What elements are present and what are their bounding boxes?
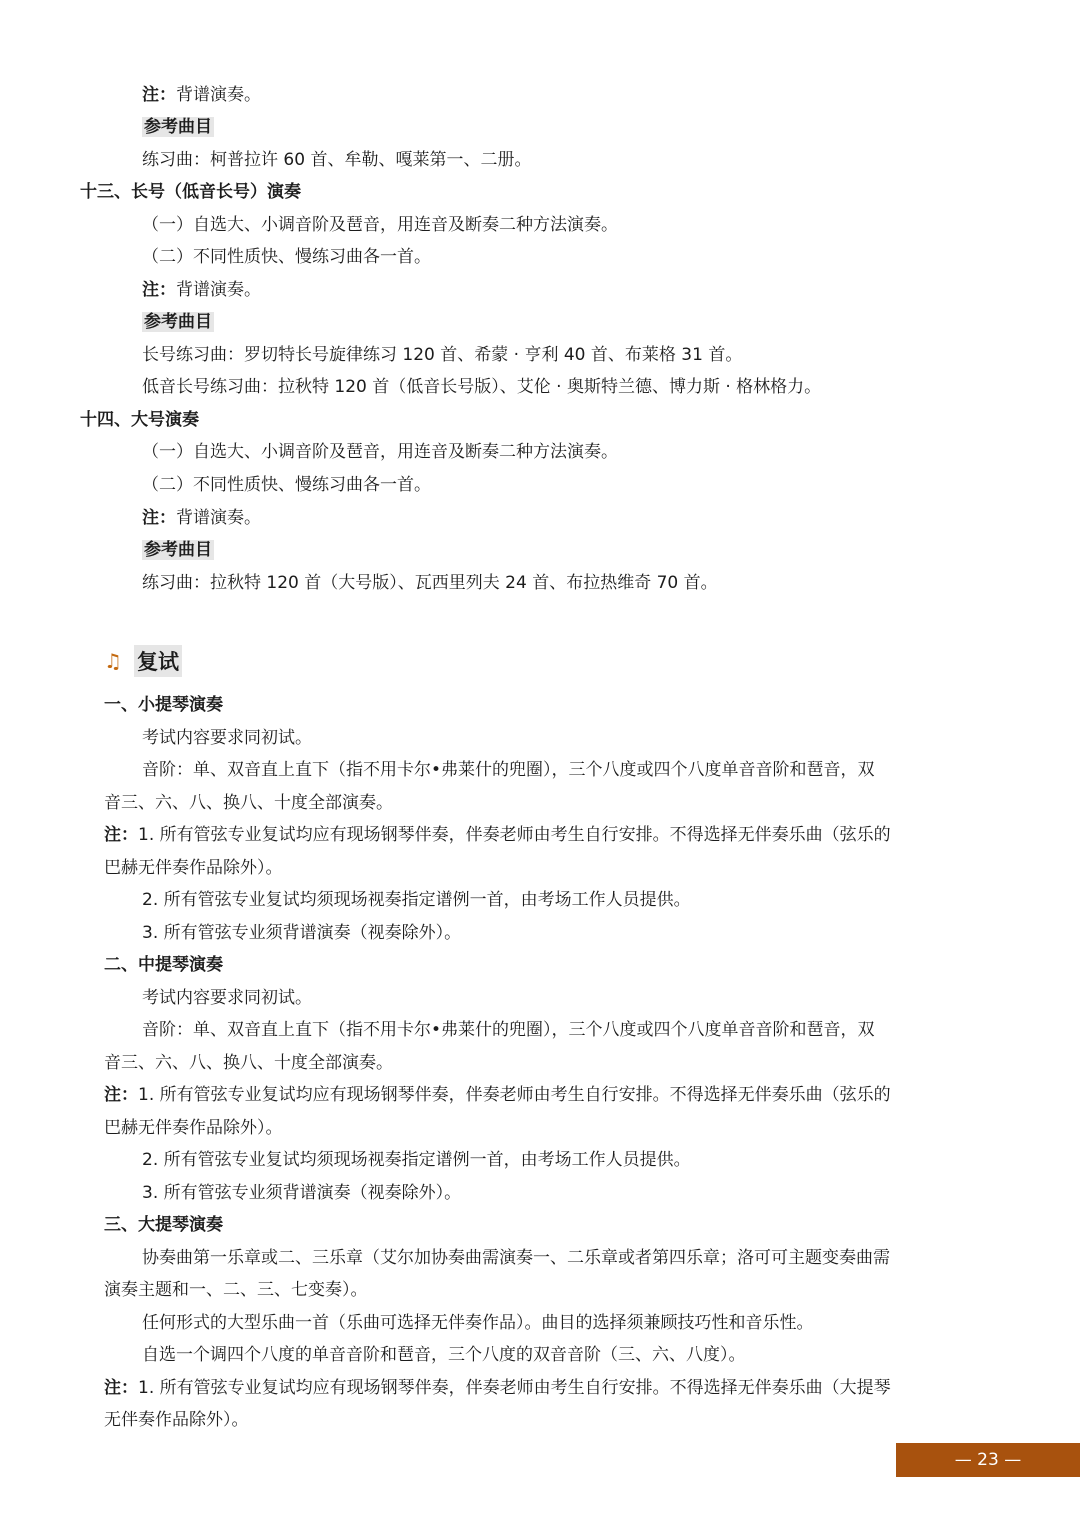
text-line: 无伴奏作品除外）。 [104, 1410, 249, 1430]
reference-label: 参考曲目 [144, 117, 212, 137]
section-title: 复试 [134, 645, 182, 677]
text-line: 巴赫无伴奏作品除外）。 [104, 858, 283, 878]
text-line: （二）不同性质快、慢练习曲各一首。 [142, 475, 431, 495]
text-line: 考试内容要求同初试。 [142, 728, 312, 748]
text-line: 练习曲：柯普拉许 60 首、牟勒、嘎莱第一、二册。 [142, 150, 532, 170]
text-line: （一）自选大、小调音阶及琶音，用连音及断奏二种方法演奏。 [142, 215, 618, 235]
text-line: 协奏曲第一乐章或二、三乐章（艾尔加协奏曲需演奏一、二乐章或者第四乐章；洛可可主题变奏曲需 [142, 1248, 890, 1268]
text-line: 演奏主题和一、二、三、七变奏）。 [104, 1280, 368, 1300]
text-line: 3. 所有管弦专业须背谱演奏（视奏除外）。 [142, 923, 462, 943]
section-heading: 二、中提琴演奏 [104, 955, 223, 975]
text-line: 音三、六、八、换八、十度全部演奏。 [104, 793, 393, 813]
text-line: 任何形式的大型乐曲一首（乐曲可选择无伴奏作品）。曲目的选择须兼顾技巧性和音乐性。 [142, 1313, 814, 1333]
text-line: 考试内容要求同初试。 [142, 988, 312, 1008]
text-line: 2. 所有管弦专业复试均须现场视奏指定谱例一首，由考场工作人员提供。 [142, 890, 691, 910]
music-note-icon: ♫ [104, 649, 122, 673]
note-line: 注：1. 所有管弦专业复试均应有现场钢琴伴奏，伴奏老师由考生自行安排。不得选择无伴奏乐曲（弦乐的 [104, 1085, 891, 1105]
text-line: 长号练习曲：罗切特长号旋律练习 120 首、希蒙 · 亨利 40 首、布莱格 31 首。 [142, 345, 743, 365]
section-heading: 三、大提琴演奏 [104, 1215, 223, 1235]
note-line: 注：背谱演奏。 [142, 85, 261, 105]
text-line: 自选一个调四个八度的单音音阶和琶音，三个八度的双音音阶（三、六、八度）。 [142, 1345, 746, 1365]
text-line: 低音长号练习曲：拉秋特 120 首（低音长号版）、艾伦 · 奥斯特兰德、博力斯 · 格林格力。 [142, 377, 822, 397]
text-line: 音阶：单、双音直上直下（指不用卡尔•弗莱什的兜圈），三个八度或四个八度单音音阶和琶音，双 [142, 760, 875, 780]
reference-label: 参考曲目 [144, 312, 212, 332]
text-line: 3. 所有管弦专业须背谱演奏（视奏除外）。 [142, 1183, 462, 1203]
note-line: 注：1. 所有管弦专业复试均应有现场钢琴伴奏，伴奏老师由考生自行安排。不得选择无伴奏乐曲（大提琴 [104, 1378, 891, 1398]
reference-label: 参考曲目 [144, 540, 212, 560]
text-line: （一）自选大、小调音阶及琶音，用连音及断奏二种方法演奏。 [142, 442, 618, 462]
text-line: 音三、六、八、换八、十度全部演奏。 [104, 1053, 393, 1073]
text-line: （二）不同性质快、慢练习曲各一首。 [142, 247, 431, 267]
note-line: 注：背谱演奏。 [142, 280, 261, 300]
text-line: 音阶：单、双音直上直下（指不用卡尔•弗莱什的兜圈），三个八度或四个八度单音音阶和琶音，双 [142, 1020, 875, 1040]
text-line: 练习曲：拉秋特 120 首（大号版）、瓦西里列夫 24 首、布拉热维奇 70 首。 [142, 573, 718, 593]
page-number: — 23 — [896, 1443, 1080, 1477]
note-line: 注：背谱演奏。 [142, 508, 261, 528]
section-header [104, 644, 182, 678]
text-line: 巴赫无伴奏作品除外）。 [104, 1118, 283, 1138]
section-heading: 一、小提琴演奏 [104, 695, 223, 715]
section-heading: 十四、大号演奏 [80, 410, 199, 430]
note-line: 注：1. 所有管弦专业复试均应有现场钢琴伴奏，伴奏老师由考生自行安排。不得选择无伴奏乐曲（弦乐的 [104, 825, 891, 845]
section-heading: 十三、长号（低音长号）演奏 [80, 182, 301, 202]
text-line: 2. 所有管弦专业复试均须现场视奏指定谱例一首，由考场工作人员提供。 [142, 1150, 691, 1170]
